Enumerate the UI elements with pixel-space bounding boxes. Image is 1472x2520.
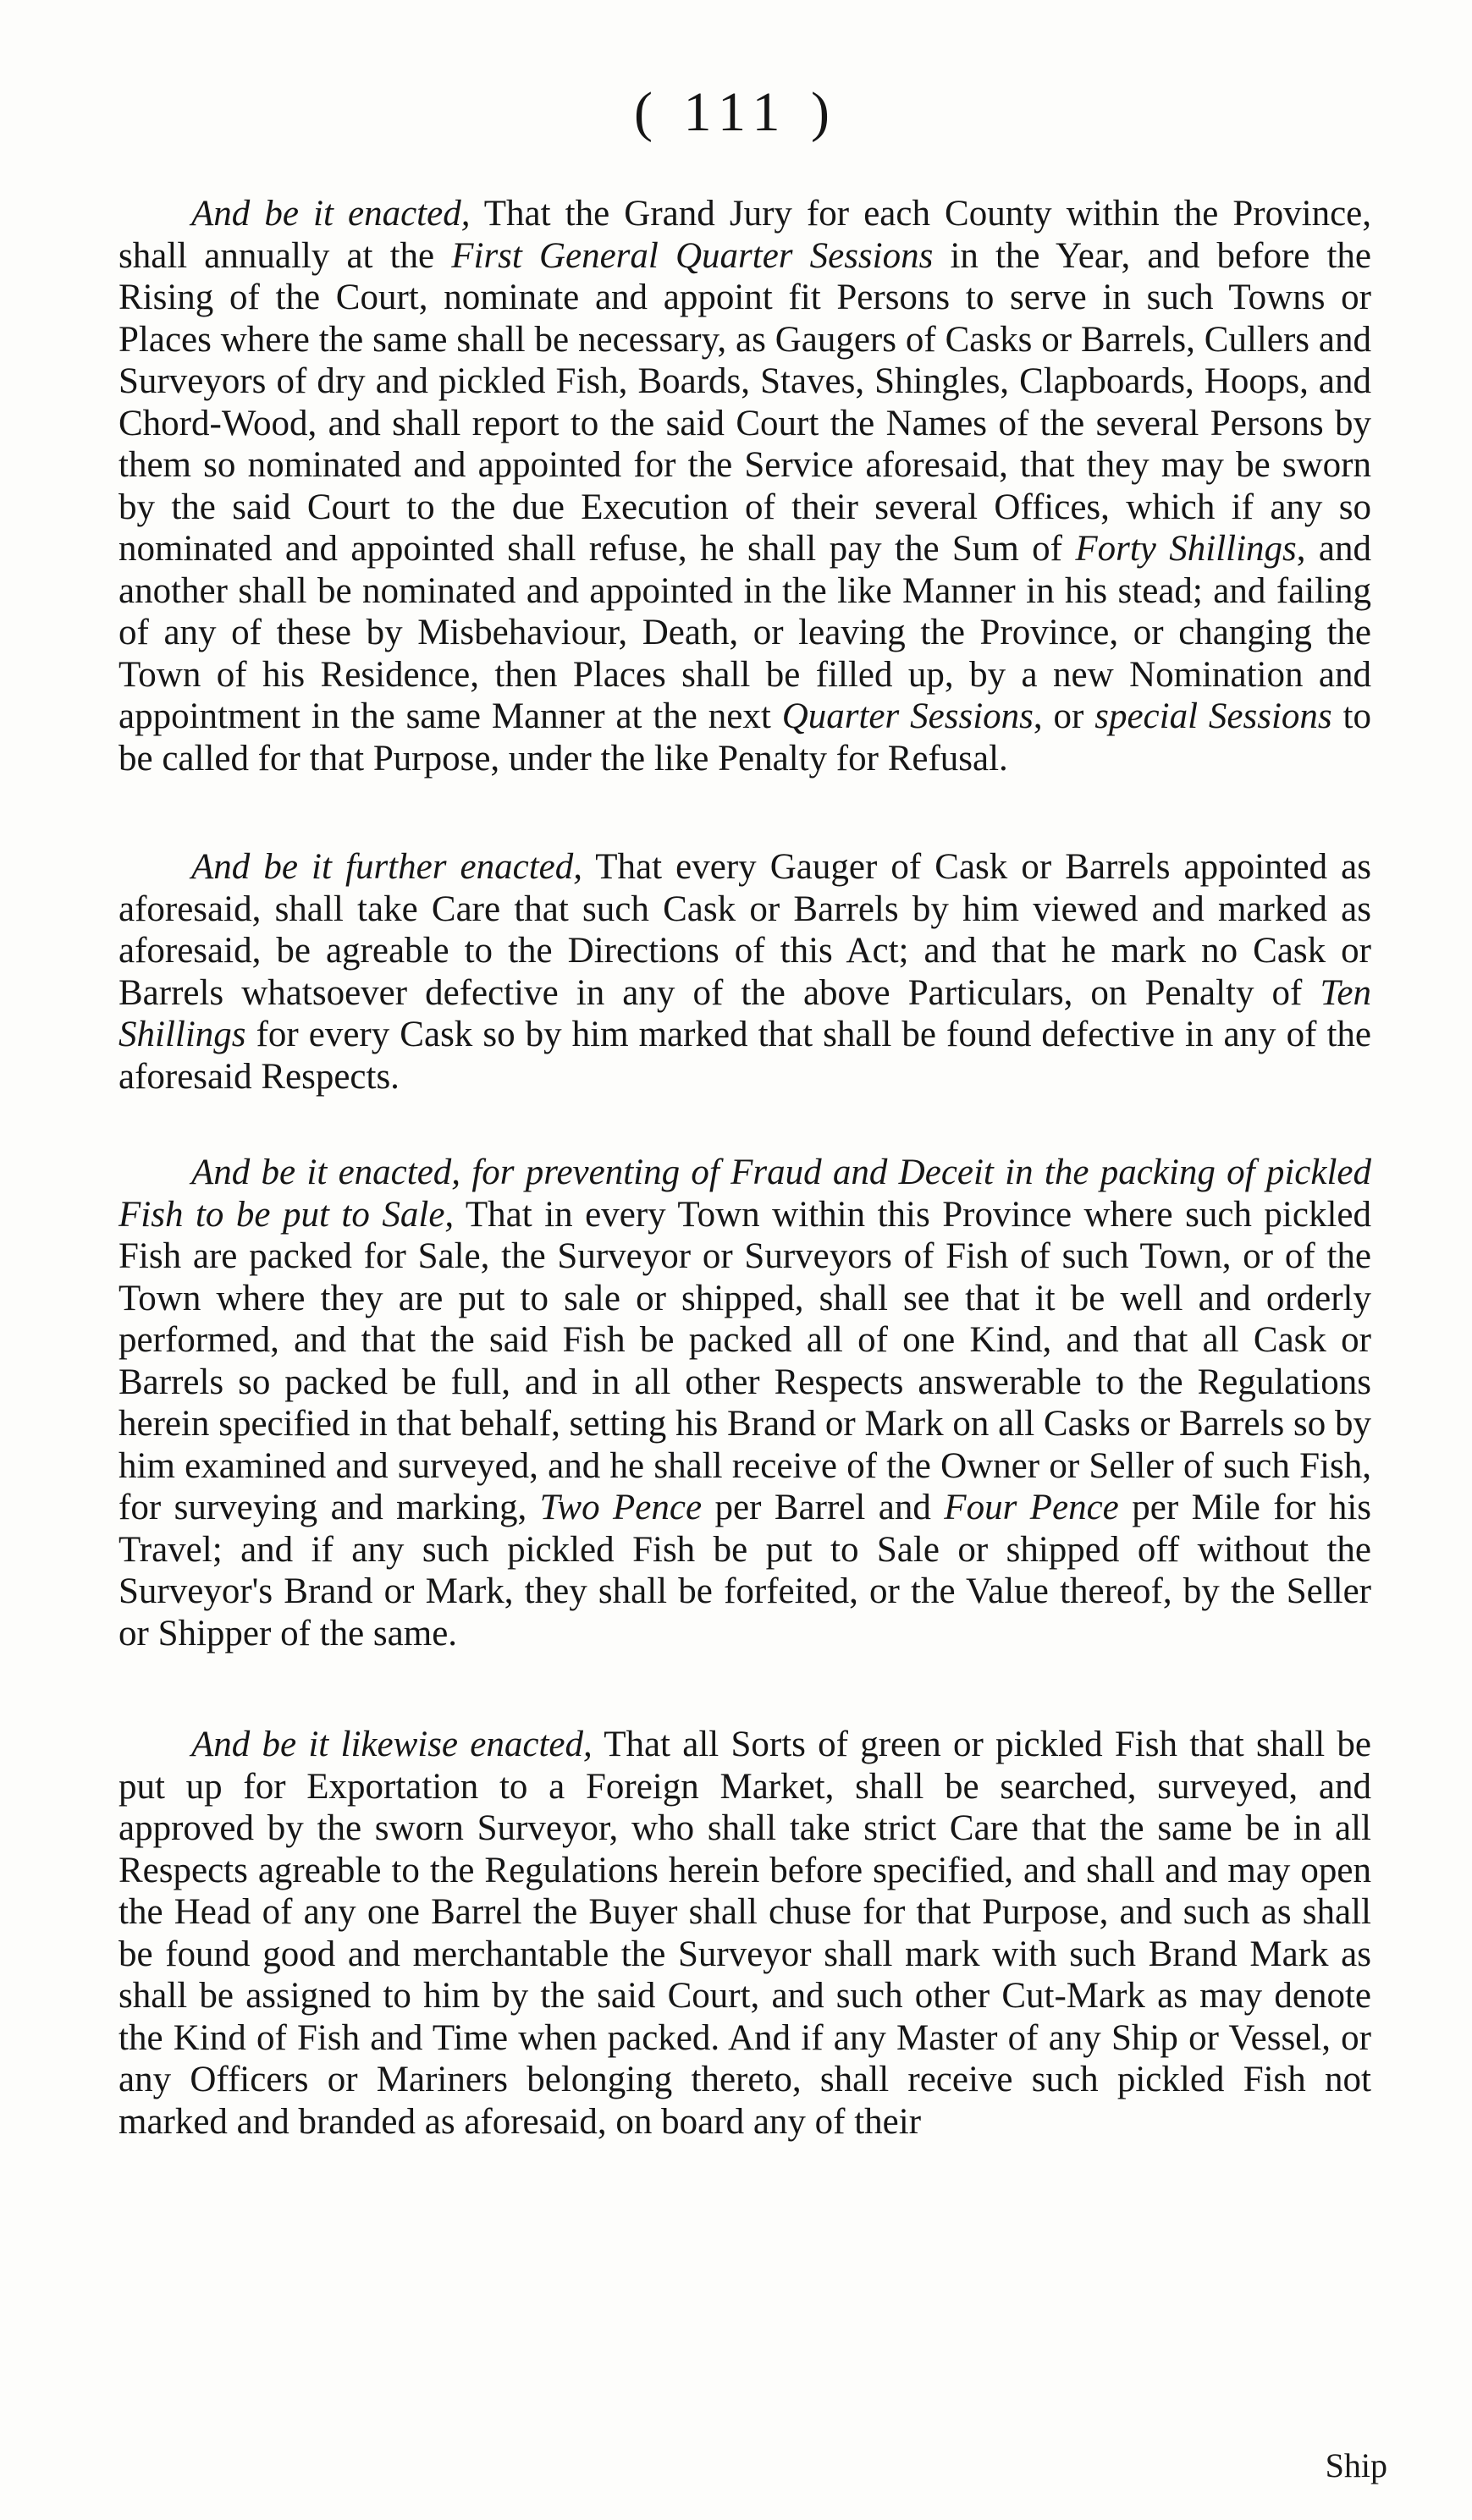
emphasis-text: Two Pence	[539, 1488, 703, 1527]
paragraph-text: That in every Town within this Province where such pickled Fish are packed for Sale, the Surveyor or Surveyors of Fish of such Town, or of the Town where they are put to sale or shipped, shall see that it be well and orderly performed, and that the said Fish be packed all of one Kind, and that all Cask or Barrels so packed be full, and in all other Respects answerable to the Regulations herein specified in that behalf, setting his Brand or Mark on all Casks or Barrels so by him examined and surveyed, and he shall receive of the Owner or Seller of such Fish, for surveying and marking,	[119, 1194, 1371, 1527]
emphasis-text: special Sessions	[1094, 696, 1332, 736]
paragraph-text: per Barrel and	[702, 1488, 945, 1527]
text-column	[119, 193, 1371, 2143]
catchword: Ship	[1325, 2446, 1387, 2484]
paragraph-text: That every Gauger of Cask or Barrels appointed as aforesaid, shall take Care that such Cask or Barrels by him viewed and marked as aforesaid, be agreable to the Directions of this Act; and that he mark no Cask or Barrels whatsoever defective in any of the above Particulars, on Penalty of	[119, 847, 1371, 1013]
emphasis-text: Quarter Sessions	[781, 696, 1034, 736]
paragraph-grand-jury	[119, 193, 1371, 779]
paragraph-text: , or	[1033, 696, 1095, 736]
emphasis-text: Ten Shillings	[119, 972, 1371, 1054]
paragraph-text: to be called for that Purpose, under the like Penalty for Refusal.	[119, 696, 1371, 779]
paragraph-text: , and another shall be nominated and appointed in the like Manner in his stead; and failing of any of these by Misbehaviour, Death, or leaving the Province, or changing the Town of his Residence, then Places shall be filled up, by a new Nomination and appointment in the same Manner at the next	[119, 529, 1372, 736]
page-number: ( 111 )	[633, 81, 839, 143]
emphasis-text: Four Pence	[944, 1488, 1119, 1527]
paragraph-lead: And be it enacted, for preventing of Fraud and Deceit in the packing of pickled Fish to be put to Sale,	[119, 1153, 1371, 1235]
paragraph-pickled-fish	[119, 1152, 1371, 1654]
paragraph-text: for every Cask so by him marked that shall be found defective in any of the aforesaid Respects.	[119, 1015, 1371, 1097]
paragraph-lead: And be it further enacted,	[191, 847, 582, 887]
emphasis-text: Forty Shillings	[1075, 529, 1297, 569]
paragraph-text: in the Year, and before the Rising of the Court, nominate and appoint fit Persons to serve in such Towns or Places where the same shall be necessary, as Gaugers of Casks or Barrels, Cullers and Surveyors of dry and pickled Fish, Boards, Staves, Shingles, Clapboards, Hoops, and Chord-Wood, and shall report to the said Court the Names of the several Persons by them so nominated and appointed for the Service aforesaid, that they may be sworn by the said Court to the due Execution of their several Offices, which if any so nominated and appointed shall refuse, he shall pay the Sum of	[119, 235, 1371, 569]
paragraph-text: That all Sorts of green or pickled Fish that shall be put up for Exportation to a Foreign Market, shall be searched, surveyed, and approved by the sworn Surveyor, who shall take strict Care that the same be in all Respects agreable to the Regulations herein before specified, and shall and may open the Head of any one Barrel the Buyer shall chuse for that Purpose, and such as shall be found good and merchantable the Surveyor shall mark with such Brand Mark as shall be assigned to him by the said Court, and such other Cut-Mark as may denote the Kind of Fish and Time when packed. And if any Master of any Ship or Vessel, or any Officers or Mariners belonging thereto, shall receive such pickled Fish not marked and branded as aforesaid, on board any of their	[119, 1725, 1371, 2142]
paragraph-text: That the Grand Jury for each County within the Province, shall annually at the	[119, 194, 1371, 276]
paragraph-lead: And be it enacted,	[191, 194, 471, 234]
paragraph-exportation	[119, 1724, 1371, 2143]
emphasis-text: First General Quarter Sessions	[451, 235, 934, 276]
paragraph-text: per Mile for his Travel; and if any such pickled Fish be put to Sale or shipped off without the Surveyor's Brand or Mark, they shall be forfeited, or the Value thereof, by the Seller or Shipper of the same.	[119, 1488, 1372, 1653]
paragraph-lead: And be it likewise enacted,	[191, 1725, 593, 1764]
paragraph-gauger	[119, 846, 1371, 1098]
